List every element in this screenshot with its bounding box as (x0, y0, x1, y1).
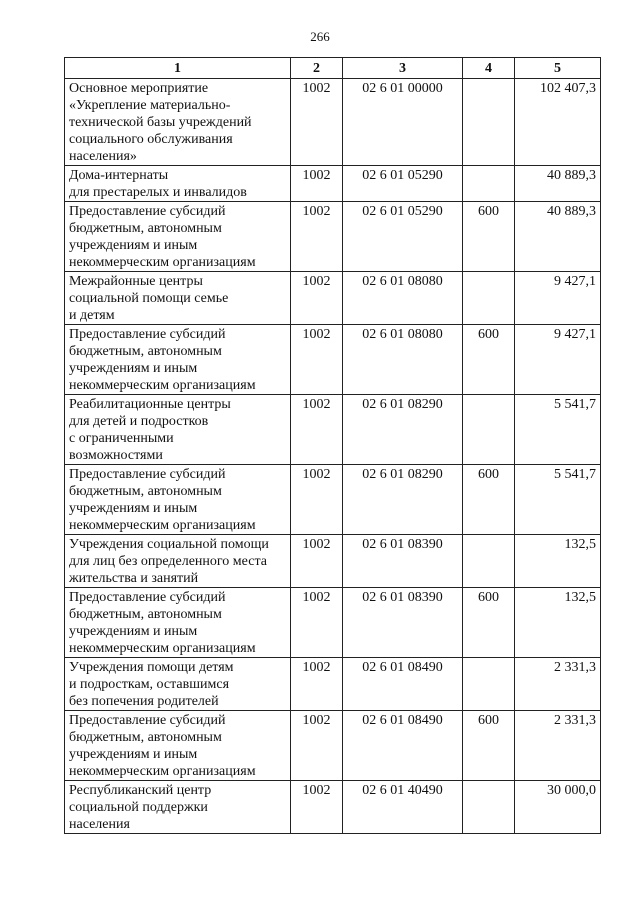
amount-cell: 9 427,1 (515, 272, 601, 325)
code-cell: 02 6 01 08080 (343, 325, 463, 395)
column-header-3: 3 (343, 58, 463, 79)
item-name-line: с ограниченными (69, 431, 174, 446)
expense-type-cell (463, 395, 515, 465)
item-name-line: бюджетным, автономным (69, 607, 222, 622)
section-cell: 1002 (291, 202, 343, 272)
item-name-line: Предоставление субсидий (69, 590, 226, 605)
item-name-cell (65, 272, 291, 325)
expense-type-cell: 600 (463, 711, 515, 781)
item-name-line: населения» (69, 149, 137, 164)
expense-type-cell (463, 781, 515, 834)
table-row (65, 79, 601, 166)
item-name-cell (65, 166, 291, 202)
section-cell: 1002 (291, 588, 343, 658)
item-name-cell (65, 202, 291, 272)
amount-cell: 40 889,3 (515, 166, 601, 202)
item-name-cell (65, 658, 291, 711)
table-row (65, 465, 601, 535)
table-row (65, 166, 601, 202)
item-name-line: для престарелых и инвалидов (69, 185, 247, 200)
section-cell: 1002 (291, 465, 343, 535)
item-name-line: технической базы учреждений (69, 115, 252, 130)
amount-cell: 102 407,3 (515, 79, 601, 166)
amount-cell: 9 427,1 (515, 325, 601, 395)
expense-type-cell: 600 (463, 465, 515, 535)
table-row (65, 325, 601, 395)
expense-type-cell (463, 166, 515, 202)
table-row (65, 272, 601, 325)
amount-cell: 40 889,3 (515, 202, 601, 272)
item-name-line: «Укрепление материально- (69, 98, 231, 113)
table-row (65, 588, 601, 658)
amount-cell: 132,5 (515, 535, 601, 588)
item-name-cell (65, 588, 291, 658)
code-cell: 02 6 01 08290 (343, 395, 463, 465)
section-cell: 1002 (291, 711, 343, 781)
section-cell: 1002 (291, 272, 343, 325)
item-name-line: Реабилитационные центры (69, 397, 231, 412)
column-header-5: 5 (515, 58, 601, 79)
expense-type-cell (463, 658, 515, 711)
code-cell: 02 6 01 08490 (343, 711, 463, 781)
section-cell: 1002 (291, 658, 343, 711)
table-header-row (65, 58, 601, 79)
item-name-line: Дома-интернаты (69, 168, 169, 183)
item-name-line: жительства и занятий (69, 571, 199, 586)
item-name-line: некоммерческим организациям (69, 641, 256, 656)
amount-cell: 5 541,7 (515, 395, 601, 465)
item-name-line: и подросткам, оставшимся (69, 677, 230, 692)
code-cell: 02 6 01 40490 (343, 781, 463, 834)
code-cell: 02 6 01 05290 (343, 166, 463, 202)
section-cell: 1002 (291, 781, 343, 834)
section-cell: 1002 (291, 535, 343, 588)
item-name-line: социальной помощи семье (69, 291, 229, 306)
amount-cell: 2 331,3 (515, 658, 601, 711)
page-number: 266 (310, 29, 330, 44)
item-name-line: Основное мероприятие (69, 81, 209, 96)
code-cell: 02 6 01 08080 (343, 272, 463, 325)
column-header-4: 4 (463, 58, 515, 79)
item-name-line: учреждениям и иным (69, 747, 198, 762)
item-name-cell (65, 79, 291, 166)
code-cell: 02 6 01 08390 (343, 535, 463, 588)
item-name-line: учреждениям и иным (69, 361, 198, 376)
item-name-line: учреждениям и иным (69, 238, 198, 253)
code-cell: 02 6 01 08490 (343, 658, 463, 711)
item-name-line: и детям (69, 308, 115, 323)
item-name-line: бюджетным, автономным (69, 484, 222, 499)
item-name-cell (65, 535, 291, 588)
expense-type-cell: 600 (463, 202, 515, 272)
item-name-cell (65, 781, 291, 834)
column-header-2: 2 (291, 58, 343, 79)
amount-cell: 30 000,0 (515, 781, 601, 834)
item-name-line: для детей и подростков (69, 414, 209, 429)
item-name-line: бюджетным, автономным (69, 221, 222, 236)
table-body (65, 79, 601, 834)
item-name-line: Предоставление субсидий (69, 327, 226, 342)
item-name-line: без попечения родителей (69, 694, 219, 709)
section-cell: 1002 (291, 166, 343, 202)
table-row (65, 395, 601, 465)
code-cell: 02 6 01 08390 (343, 588, 463, 658)
item-name-line: некоммерческим организациям (69, 518, 256, 533)
item-name-cell (65, 711, 291, 781)
budget-table (64, 57, 601, 834)
item-name-line: Межрайонные центры (69, 274, 203, 289)
code-cell: 02 6 01 05290 (343, 202, 463, 272)
item-name-line: Республиканский центр (69, 783, 212, 798)
amount-cell: 2 331,3 (515, 711, 601, 781)
expense-type-cell (463, 272, 515, 325)
table-row (65, 658, 601, 711)
item-name-line: для лиц без определенного места (69, 554, 267, 569)
item-name-line: некоммерческим организациям (69, 378, 256, 393)
section-cell: 1002 (291, 325, 343, 395)
item-name-line: возможностями (69, 448, 163, 463)
item-name-line: некоммерческим организациям (69, 255, 256, 270)
table-row (65, 711, 601, 781)
amount-cell: 5 541,7 (515, 465, 601, 535)
expense-type-cell: 600 (463, 325, 515, 395)
item-name-cell (65, 395, 291, 465)
item-name-line: Предоставление субсидий (69, 467, 226, 482)
item-name-line: социальной поддержки (69, 800, 208, 815)
item-name-line: Учреждения социальной помощи (69, 537, 269, 552)
item-name-line: Предоставление субсидий (69, 204, 226, 219)
item-name-line: Учреждения помощи детям (69, 660, 234, 675)
table-row (65, 781, 601, 834)
item-name-line: бюджетным, автономным (69, 730, 222, 745)
expense-type-cell (463, 535, 515, 588)
item-name-line: Предоставление субсидий (69, 713, 226, 728)
expense-type-cell (463, 79, 515, 166)
item-name-line: учреждениям и иным (69, 624, 198, 639)
item-name-cell (65, 325, 291, 395)
column-header-1: 1 (65, 58, 291, 79)
expense-type-cell: 600 (463, 588, 515, 658)
table-row (65, 202, 601, 272)
item-name-cell (65, 465, 291, 535)
item-name-line: социального обслуживания (69, 132, 233, 147)
section-cell: 1002 (291, 79, 343, 166)
amount-cell: 132,5 (515, 588, 601, 658)
item-name-line: некоммерческим организациям (69, 764, 256, 779)
code-cell: 02 6 01 08290 (343, 465, 463, 535)
item-name-line: учреждениям и иным (69, 501, 198, 516)
table-row (65, 535, 601, 588)
section-cell: 1002 (291, 395, 343, 465)
item-name-line: населения (69, 817, 130, 832)
item-name-line: бюджетным, автономным (69, 344, 222, 359)
code-cell: 02 6 01 00000 (343, 79, 463, 166)
